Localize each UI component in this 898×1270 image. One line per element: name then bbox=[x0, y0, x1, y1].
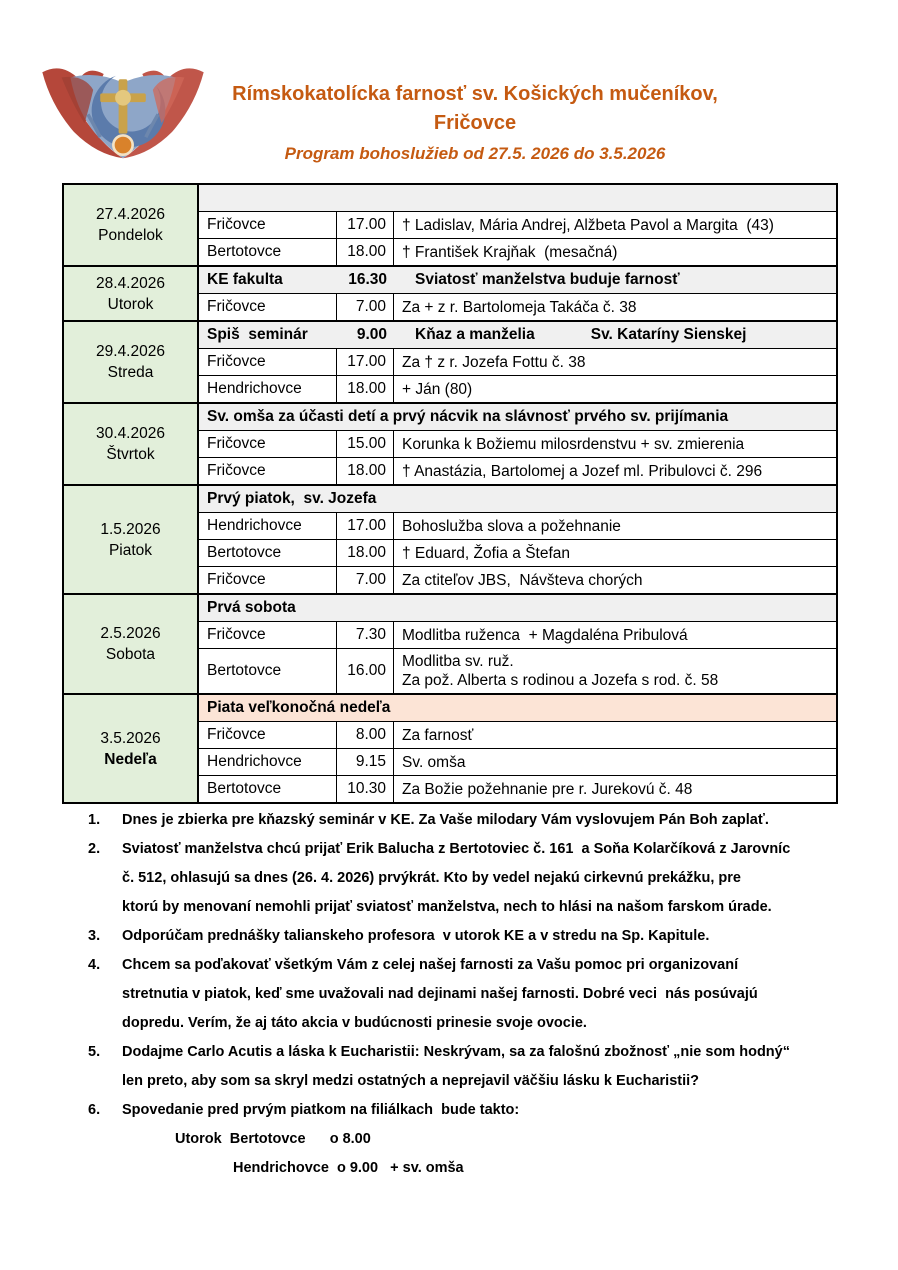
date-cell bbox=[64, 595, 199, 693]
place-cell: Hendrichovce bbox=[199, 376, 337, 402]
date-text: 28.4.2026 bbox=[96, 274, 165, 292]
place-cell: Bertotovce bbox=[199, 649, 337, 693]
day-title: Piata veľkonočná nedeľa bbox=[207, 699, 391, 716]
schedule-row bbox=[199, 349, 836, 376]
note-number: 5. bbox=[88, 1044, 101, 1060]
intention-cell bbox=[394, 649, 836, 693]
intention-line: Za † z r. Jozefa Fottu č. 38 bbox=[402, 353, 586, 371]
note-line: stretnutia v piatok, keď sme uvažovali nad dejinami našej farnosti. Dobré veci nás posúvajú bbox=[122, 986, 758, 1002]
day-rows bbox=[199, 595, 836, 693]
note-item bbox=[88, 951, 878, 1038]
day-block-28.4.2026 bbox=[64, 267, 836, 322]
time-cell: 17.00 bbox=[337, 513, 394, 539]
time-cell: 7.00 bbox=[337, 294, 394, 320]
time-cell: 10.30 bbox=[337, 776, 394, 802]
day-header-row bbox=[199, 695, 836, 722]
note-subline: Hendrichovce o 9.00 + sv. omša bbox=[233, 1160, 464, 1176]
note-number: 6. bbox=[88, 1102, 101, 1118]
note-line: Dodajme Carlo Acutis a láska k Eucharistii: Neskrývam, sa za falošnú zbožnosť „nie som hodný“ bbox=[122, 1044, 790, 1060]
intention-cell bbox=[394, 749, 836, 775]
day-title: Prvá sobota bbox=[207, 599, 296, 616]
place-cell: Bertotovce bbox=[199, 239, 337, 265]
schedule-row bbox=[199, 776, 836, 802]
time-cell: 18.00 bbox=[337, 458, 394, 484]
note-line: Odporúčam prednášky talianskeho profesora v utorok KE a v stredu na Sp. Kapitule. bbox=[122, 928, 710, 944]
day-block-3.5.2026 bbox=[64, 695, 836, 802]
day-name-text: Piatok bbox=[108, 541, 153, 559]
intention-line: Korunka k Božiemu milosrdenstvu + sv. zmierenia bbox=[402, 435, 745, 453]
event-title: Kňaz a manželia bbox=[415, 326, 535, 343]
day-header-row bbox=[199, 486, 836, 513]
program-period: Program bohoslužieb od 27.5. 2026 do 3.5.2026 bbox=[284, 144, 666, 163]
date-cell bbox=[64, 322, 199, 402]
day-block-1.5.2026 bbox=[64, 486, 836, 595]
day-block-29.4.2026 bbox=[64, 322, 836, 404]
day-rows bbox=[199, 267, 836, 320]
parish-name: Rímskokatolícka farnosť sv. Košických mučeníkov, bbox=[232, 83, 718, 105]
day-rows bbox=[199, 322, 836, 402]
intention-line: Za Božie požehnanie pre r. Jurekovú č. 48 bbox=[402, 780, 693, 798]
schedule-row bbox=[199, 722, 836, 749]
note-line: Chcem sa poďakovať všetkým Vám z celej našej farnosti za Vašu pomoc pri organizovaní bbox=[122, 957, 739, 973]
note-text bbox=[122, 1038, 878, 1096]
intention-cell bbox=[394, 458, 836, 484]
intention-line: Modlitba sv. ruž. bbox=[402, 653, 514, 670]
intention-cell bbox=[394, 349, 836, 375]
intention-cell bbox=[394, 722, 836, 748]
note-line: č. 512, ohlasujú sa dnes (26. 4. 2026) prvýkrát. Kto by vedel nejakú cirkevnú prekážku, pre bbox=[122, 870, 741, 886]
date-cell bbox=[64, 267, 199, 320]
place-cell: Hendrichovce bbox=[199, 513, 337, 539]
event-time: 9.00 bbox=[356, 326, 387, 343]
note-number: 3. bbox=[88, 928, 101, 944]
note-number: 2. bbox=[88, 841, 101, 857]
place-cell: Fričovce bbox=[199, 349, 337, 375]
intention-cell bbox=[394, 540, 836, 566]
intention-cell bbox=[394, 294, 836, 320]
day-name-text: Štvrtok bbox=[106, 446, 155, 463]
intention-line: Sv. omša bbox=[402, 753, 466, 771]
intention-line: † František Krajňak (mesačná) bbox=[402, 243, 618, 261]
note-item bbox=[88, 835, 878, 922]
schedule-row bbox=[199, 376, 836, 402]
place-cell: Fričovce bbox=[199, 431, 337, 457]
time-cell: 15.00 bbox=[337, 431, 394, 457]
note-line: Sviatosť manželstva chcú prijať Erik Balucha z Bertotoviec č. 161 a Soňa Kolarčíková z Jarovníc bbox=[122, 841, 791, 857]
date-cell bbox=[64, 695, 199, 802]
schedule-row bbox=[199, 622, 836, 649]
day-block-27.4.2026 bbox=[64, 185, 836, 267]
note-line: ktorú by menovaní nemohli prijať sviatosť manželstva, nech to hlási na našom farskom úrade. bbox=[122, 899, 772, 915]
date-text: 29.4.2026 bbox=[96, 343, 165, 360]
intention-line: Modlitba ruženca + Magdaléna Pribulová bbox=[402, 626, 688, 644]
place-cell: Fričovce bbox=[199, 212, 337, 238]
date-cell bbox=[64, 486, 199, 593]
date-text: 1.5.2026 bbox=[100, 520, 161, 538]
day-name-text: Nedeľa bbox=[104, 750, 157, 768]
place-cell: Fričovce bbox=[199, 722, 337, 748]
day-block-30.4.2026 bbox=[64, 404, 836, 486]
intention-cell bbox=[394, 622, 836, 648]
place-cell: Fričovce bbox=[199, 622, 337, 648]
intention-cell bbox=[394, 376, 836, 402]
schedule-row bbox=[199, 513, 836, 540]
schedule-row bbox=[199, 294, 836, 320]
intention-cell bbox=[394, 567, 836, 593]
note-line: len preto, aby som sa skryl medzi ostatných a neprejavil väčšiu lásku k Eucharistii? bbox=[122, 1073, 700, 1089]
date-cell bbox=[64, 404, 199, 484]
day-name-text: Sobota bbox=[105, 646, 156, 663]
note-line: dopredu. Verím, že aj táto akcia v budúcnosti prinesie svoje ovocie. bbox=[122, 1015, 587, 1031]
note-number: 1. bbox=[88, 812, 101, 828]
schedule-row bbox=[199, 431, 836, 458]
time-cell: 8.00 bbox=[337, 722, 394, 748]
intention-cell bbox=[394, 431, 836, 457]
intention-line: + Ján (80) bbox=[402, 380, 473, 398]
intention-cell bbox=[394, 212, 836, 238]
schedule-row bbox=[199, 540, 836, 567]
intention-line: † Ladislav, Mária Andrej, Alžbeta Pavol a Margita (43) bbox=[402, 216, 774, 234]
place-cell: Fričovce bbox=[199, 294, 337, 320]
day-header-row bbox=[199, 595, 836, 622]
note-text bbox=[122, 922, 878, 951]
day-rows bbox=[199, 695, 836, 802]
day-title: Sv. omša za účasti detí a prvý nácvik na slávnosť prvého sv. prijímania bbox=[207, 408, 729, 425]
time-cell: 18.00 bbox=[337, 540, 394, 566]
parish-town: Fričovce bbox=[433, 112, 517, 134]
day-name-text: Pondelok bbox=[98, 227, 163, 244]
day-header-row bbox=[199, 267, 836, 294]
day-header-row bbox=[199, 185, 836, 212]
intention-line: Za ctiteľov JBS, Návšteva chorých bbox=[402, 571, 643, 589]
schedule-row bbox=[199, 567, 836, 593]
day-header-row bbox=[199, 322, 836, 349]
event-time: 16.30 bbox=[348, 271, 387, 288]
date-cell bbox=[64, 185, 199, 265]
time-cell: 7.00 bbox=[337, 567, 394, 593]
time-cell: 9.15 bbox=[337, 749, 394, 775]
day-rows bbox=[199, 486, 836, 593]
intention-line: † Anastázia, Bartolomej a Jozef ml. Pribulovci č. 296 bbox=[402, 462, 763, 480]
day-header-row bbox=[199, 404, 836, 431]
intention-line: Bohoslužba slova a požehnanie bbox=[402, 517, 621, 535]
event-title: Sviatosť manželstva buduje farnosť bbox=[415, 271, 680, 288]
place-cell: Hendrichovce bbox=[199, 749, 337, 775]
intention-line: Za pož. Alberta s rodinou a Jozefa s rod. č. 58 bbox=[402, 672, 719, 689]
time-cell: 18.00 bbox=[337, 376, 394, 402]
date-text: 3.5.2026 bbox=[100, 729, 161, 747]
time-cell: 18.00 bbox=[337, 239, 394, 265]
place-cell: Bertotovce bbox=[199, 776, 337, 802]
intention-cell bbox=[394, 239, 836, 265]
place-cell: Fričovce bbox=[199, 458, 337, 484]
event-extra: Sv. Kataríny Sienskej bbox=[590, 326, 747, 343]
note-number: 4. bbox=[88, 957, 101, 973]
schedule-row bbox=[199, 649, 836, 693]
day-name-text: Streda bbox=[107, 364, 154, 381]
note-item bbox=[88, 1096, 878, 1183]
place-cell: Bertotovce bbox=[199, 540, 337, 566]
note-line: Spovedanie pred prvým piatkom na filiálkach bude takto: bbox=[122, 1102, 520, 1118]
schedule-row bbox=[199, 458, 836, 484]
intention-cell bbox=[394, 513, 836, 539]
day-name-text: Utorok bbox=[107, 295, 154, 313]
time-cell: 7.30 bbox=[337, 622, 394, 648]
intention-line: Za farnosť bbox=[402, 726, 474, 744]
intention-line: Za + z r. Bartolomeja Takáča č. 38 bbox=[402, 298, 637, 316]
notes-list bbox=[88, 806, 878, 1183]
note-item bbox=[88, 806, 878, 835]
note-text bbox=[122, 806, 878, 835]
note-line: Dnes je zbierka pre kňazský seminár v KE. Za Vaše milodary Vám vyslovujem Pán Boh zaplať. bbox=[122, 812, 769, 828]
schedule-row bbox=[199, 749, 836, 776]
day-rows bbox=[199, 404, 836, 484]
event-place: KE fakulta bbox=[207, 271, 283, 288]
note-text bbox=[122, 835, 878, 922]
date-text: 30.4.2026 bbox=[96, 425, 165, 442]
intention-line: † Eduard, Žofia a Štefan bbox=[402, 544, 571, 562]
schedule-row bbox=[199, 239, 836, 265]
day-title: Prvý piatok, sv. Jozefa bbox=[207, 490, 377, 507]
note-item bbox=[88, 1038, 878, 1096]
time-cell: 17.00 bbox=[337, 212, 394, 238]
date-text: 27.4.2026 bbox=[96, 206, 165, 223]
note-item bbox=[88, 922, 878, 951]
schedule-row bbox=[199, 212, 836, 239]
place-cell: Fričovce bbox=[199, 567, 337, 593]
document-header bbox=[60, 80, 890, 168]
note-text bbox=[122, 951, 878, 1038]
day-rows bbox=[199, 185, 836, 265]
day-block-2.5.2026 bbox=[64, 595, 836, 695]
note-text bbox=[122, 1096, 878, 1183]
date-text: 2.5.2026 bbox=[100, 625, 161, 642]
note-subline: Utorok Bertotovce o 8.00 bbox=[175, 1131, 371, 1147]
intention-cell bbox=[394, 776, 836, 802]
schedule-table bbox=[62, 183, 838, 804]
time-cell: 16.00 bbox=[337, 649, 394, 693]
event-place: Spiš seminár bbox=[207, 326, 308, 343]
time-cell: 17.00 bbox=[337, 349, 394, 375]
